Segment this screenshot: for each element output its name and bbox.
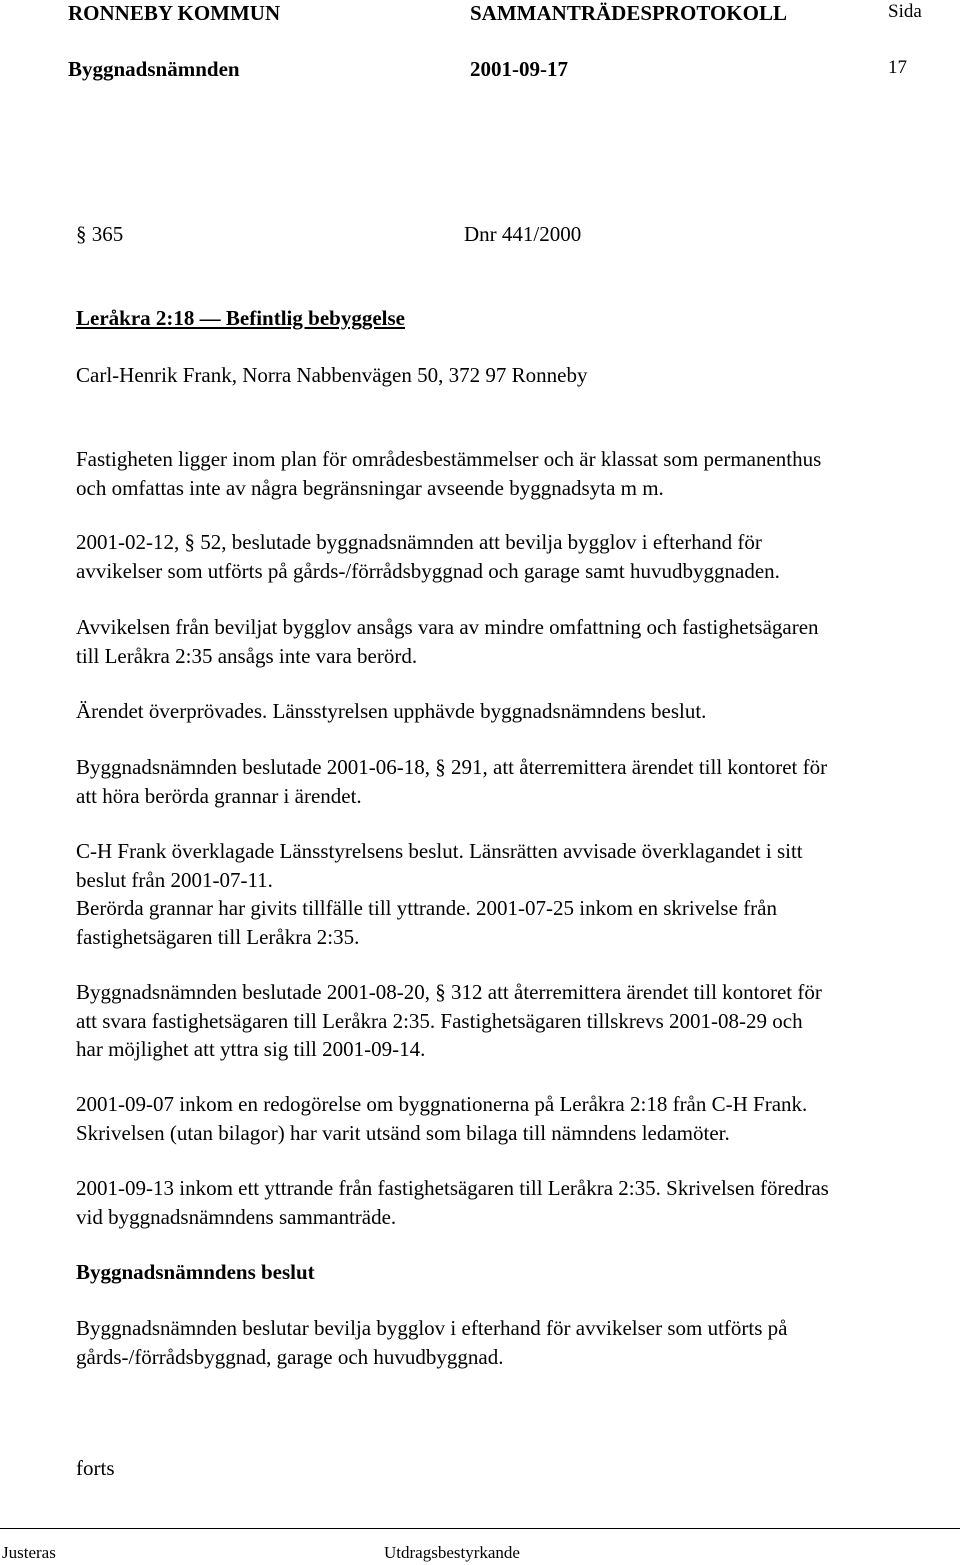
paragraph-4-line-1: Ärendet överprövades. Länsstyrelsen upphävde byggnadsnämndens beslut.: [76, 699, 707, 723]
page-label: Sida: [888, 1, 922, 22]
paragraph-8-line-2: Skrivelsen (utan bilagor) har varit utsänd som bilaga till nämndens ledamöter.: [76, 1120, 730, 1145]
decision-text-line-1: Byggnadsnämnden beslutar bevilja bygglov i efterhand för avvikelser som utförts på: [76, 1316, 788, 1340]
paragraph-3-line-1: Avvikelsen från beviljat bygglov ansågs vara av mindre omfattning och fastighetsägaren: [76, 615, 819, 639]
decision-text: [76, 1314, 956, 1371]
paragraph-1-line-1: Fastigheten ligger inom plan för områdesbestämmelser och är klassat som permanenthus: [76, 447, 822, 471]
organization-name: RONNEBY KOMMUN: [68, 1, 281, 25]
paragraph-number: 365: [91, 222, 124, 246]
paragraph-6-line-2: beslut från 2001-07-11.: [76, 867, 273, 892]
paragraph-7-line-2: att svara fastighetsägaren till Leråkra 2:35. Fastighetsägaren tillskrevs 2001-08-29 och: [76, 1008, 803, 1033]
paragraph-ref: [76, 220, 123, 249]
paragraph-5-line-1: [76, 753, 956, 782]
paragraph-9: [76, 1174, 956, 1231]
paragraph-symbol: §: [435, 980, 446, 1004]
paragraph-7-line-3: har möjlighet att yttra sig till 2001-09-14.: [76, 1037, 426, 1061]
case-title: Leråkra 2:18 — Befintlig bebyggelse: [76, 306, 405, 330]
paragraph-9-line-2: vid byggnadsnämndens sammanträde.: [76, 1204, 397, 1229]
paragraph-5-line-2: att höra berörda grannar i ärendet.: [76, 783, 362, 808]
paragraph-2-line-2: avvikelser som utförts på gårds-/förrådsbyggnad och garage samt huvudbyggnaden.: [76, 558, 780, 583]
paragraph-3: [76, 613, 956, 670]
paragraph-symbol: §: [76, 222, 87, 246]
paragraph-5-rest: 291, att återremittera ärendet till kontoret för: [445, 755, 828, 779]
meeting-date: 2001-09-17: [470, 57, 568, 81]
footer-justeras: Justeras: [2, 1543, 56, 1562]
paragraph-6-line-1: C-H Frank överklagade Länsstyrelsens beslut. Länsrätten avvisade överklagandet i sitt: [76, 839, 803, 863]
paragraph-5: [76, 753, 956, 810]
paragraph-2-rest: 52, beslutade byggnadsnämnden att bevilja bygglov i efterhand för: [195, 530, 762, 554]
paragraph-2: [76, 528, 956, 585]
paragraph-4: [76, 697, 956, 726]
paragraph-6-line-4: fastighetsägaren till Leråkra 2:35.: [76, 924, 360, 949]
paragraph-2-date: 2001-02-12,: [76, 530, 185, 554]
paragraph-1: [76, 445, 956, 502]
paragraph-9-line-1: 2001-09-13 inkom ett yttrande från fastighetsägaren till Leråkra 2:35. Skrivelsen föredras: [76, 1176, 829, 1200]
dnr-reference: Dnr 441/2000: [464, 222, 582, 246]
page-number: 17: [888, 57, 907, 78]
decision-heading: Byggnadsnämndens beslut: [76, 1260, 315, 1284]
paragraph-2-line-1: [76, 528, 956, 557]
paragraph-8: [76, 1090, 956, 1147]
paragraph-5-lead: Byggnadsnämnden beslutade 2001-06-18,: [76, 755, 436, 779]
paragraph-8-line-1: 2001-09-07 inkom en redogörelse om byggnationerna på Leråkra 2:18 från C-H Frank.: [76, 1092, 808, 1116]
footer-utdragsbestyrkande: Utdragsbestyrkande: [384, 1543, 520, 1562]
paragraph-symbol: §: [435, 755, 446, 779]
paragraph-7-line-1: [76, 978, 956, 1007]
document-type: SAMMANTRÄDESPROTOKOLL: [470, 1, 787, 25]
paragraph-1-line-2: och omfattas inte av några begränsningar avseende byggnadsyta m m.: [76, 475, 664, 500]
applicant-line: Carl-Henrik Frank, Norra Nabbenvägen 50, 372 97 Ronneby: [76, 363, 588, 387]
committee-name: Byggnadsnämnden: [68, 57, 240, 81]
paragraph-symbol: §: [184, 530, 195, 554]
paragraph-7-rest: 312 att återremittera ärendet till kontoret för: [445, 980, 822, 1004]
paragraph-6-line-3: Berörda grannar har givits tillfälle till yttrande. 2001-07-25 inkom en skrivelse från: [76, 896, 777, 920]
footer-divider: [0, 1528, 960, 1529]
decision-text-line-2: gårds-/förrådsbyggnad, garage och huvudbyggnad.: [76, 1344, 504, 1369]
paragraph-7-lead: Byggnadsnämnden beslutade 2001-08-20,: [76, 980, 436, 1004]
paragraph-3-line-2: till Leråkra 2:35 ansågs inte vara berörd.: [76, 643, 418, 668]
continuation-note: forts: [76, 1456, 115, 1480]
paragraph-7: [76, 978, 956, 1064]
paragraph-6: [76, 837, 956, 951]
